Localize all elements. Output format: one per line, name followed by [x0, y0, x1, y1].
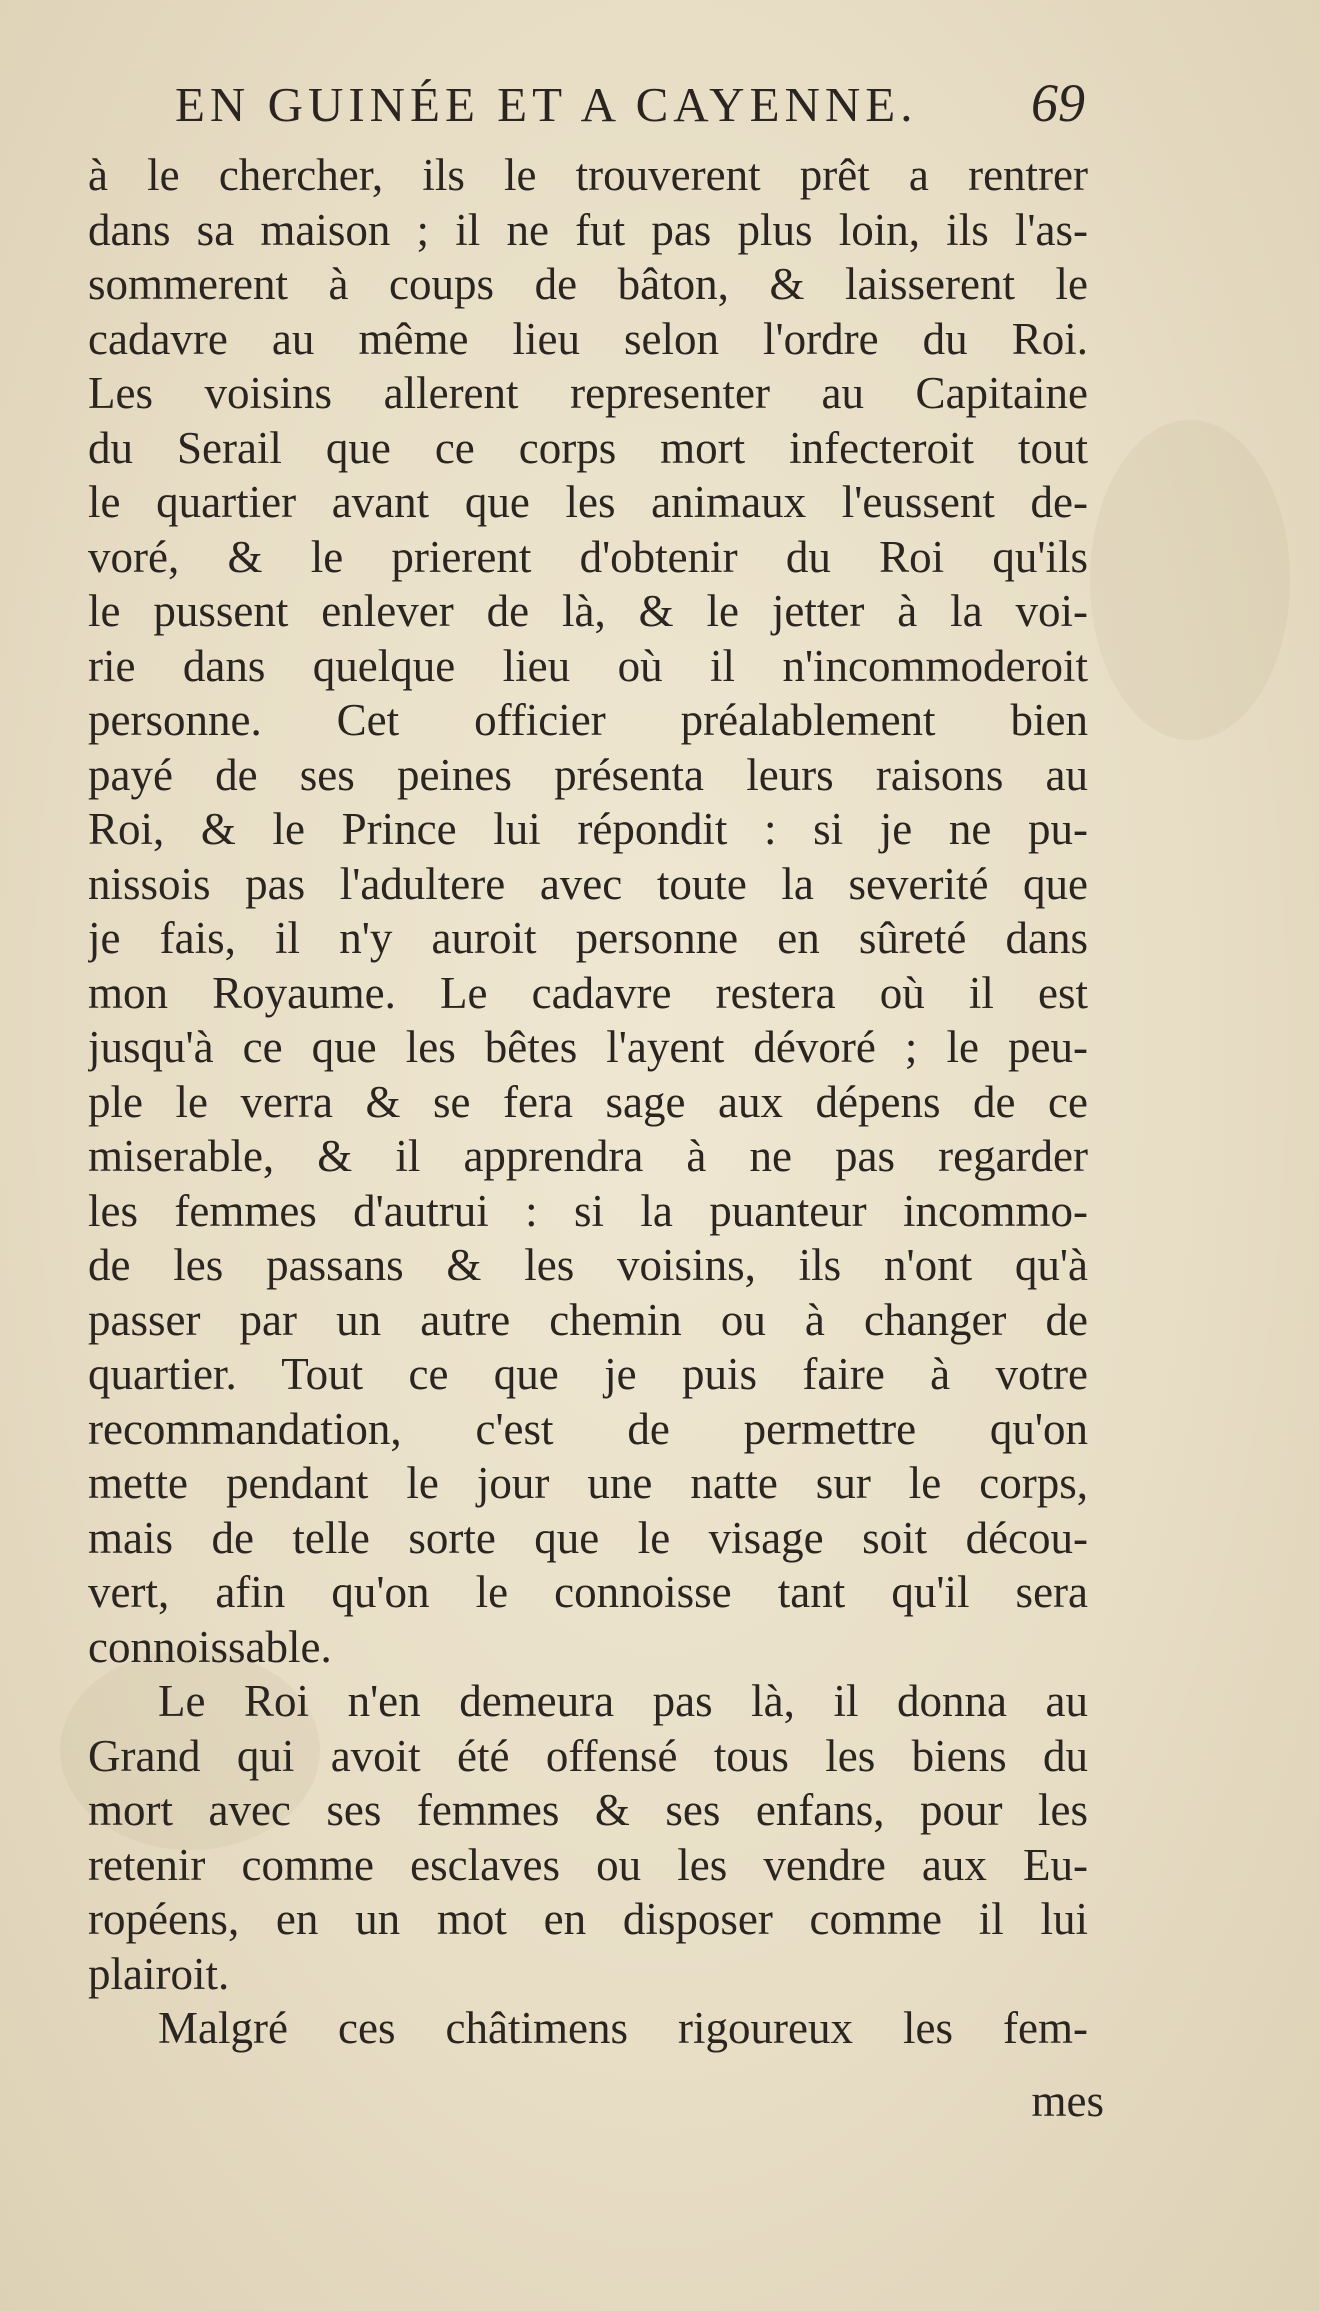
text-line: rie dans quelque lieu où il n'incommoderoit [88, 640, 1088, 691]
page-header [175, 70, 1085, 140]
text-line: le quartier avant que les animaux l'eussent de- [88, 477, 1088, 527]
running-head: EN GUINÉE ET A CAYENNE. [175, 77, 918, 132]
text-line: personne. Cet officier préalablement bien [88, 695, 1088, 745]
text-line: connoissable. [88, 1621, 332, 1672]
text-line: ropéens, en un mot en disposer comme il lui [88, 1894, 1088, 1944]
text-line: mais de telle sorte que le visage soit décou- [88, 1512, 1088, 1563]
text-line: Grand qui avoit été offensé tous les biens du [88, 1730, 1088, 1781]
text-line: mort avec ses femmes & ses enfans, pour les [88, 1785, 1088, 1835]
text-line: voré, & le prierent d'obtenir du Roi qu'ils [88, 531, 1088, 582]
text-line: je fais, il n'y auroit personne en sûreté dans [88, 913, 1088, 963]
text-line: retenir comme esclaves ou les vendre aux Eu- [88, 1839, 1088, 1890]
text-line: quartier. Tout ce que je puis faire à votre [88, 1349, 1088, 1399]
text-line: nissois pas l'adultere avec toute la severité que [88, 858, 1088, 909]
text-line: payé de ses peines présenta leurs raisons au [88, 749, 1088, 800]
text-line: vert, afin qu'on le connoisse tant qu'il sera [88, 1567, 1088, 1617]
text-line: Roi, & le Prince lui répondit : si je ne pu- [88, 804, 1088, 854]
text-line: ple le verra & se fera sage aux dépens de ce [88, 1076, 1088, 1127]
text-line: Le Roi n'en demeura pas là, il donna au [158, 1676, 1088, 1726]
text-line: Malgré ces châtimens rigoureux les fem- [158, 2003, 1088, 2053]
body-text [88, 148, 1088, 2056]
text-line: le pussent enlever de là, & le jetter à la voi- [88, 586, 1088, 636]
text-line: mon Royaume. Le cadavre restera où il est [88, 967, 1088, 1018]
text-line: de les passans & les voisins, ils n'ont qu'à [88, 1240, 1088, 1290]
text-line: miserable, & il apprendra à ne pas regarder [88, 1131, 1088, 1181]
page-number: 69 [1031, 73, 1085, 133]
text-line: sommerent à coups de bâton, & laisserent le [88, 259, 1088, 309]
text-line: plairoit. [88, 1948, 230, 1999]
text-line: recommandation, c'est de permettre qu'on [88, 1403, 1088, 1454]
text-line: Les voisins allerent representer au Capitaine [88, 368, 1088, 418]
text-line: dans sa maison ; il ne fut pas plus loin, ils l'as- [88, 204, 1088, 255]
text-line: mette pendant le jour une natte sur le corps, [88, 1458, 1088, 1508]
text-line: à le chercher, ils le trouverent prêt a rentrer [88, 150, 1088, 200]
text-line: les femmes d'autrui : si la puanteur incommo- [88, 1185, 1088, 1236]
text-line: jusqu'à ce que les bêtes l'ayent dévoré ; le peu- [88, 1022, 1088, 1072]
text-line: cadavre au même lieu selon l'ordre du Roi. [88, 313, 1088, 364]
paper-stain [1090, 420, 1290, 740]
text-line: du Serail que ce corps mort infecteroit tout [88, 422, 1088, 473]
catchword: mes [1031, 2076, 1104, 2126]
text-line: passer par un autre chemin ou à changer de [88, 1294, 1088, 1345]
